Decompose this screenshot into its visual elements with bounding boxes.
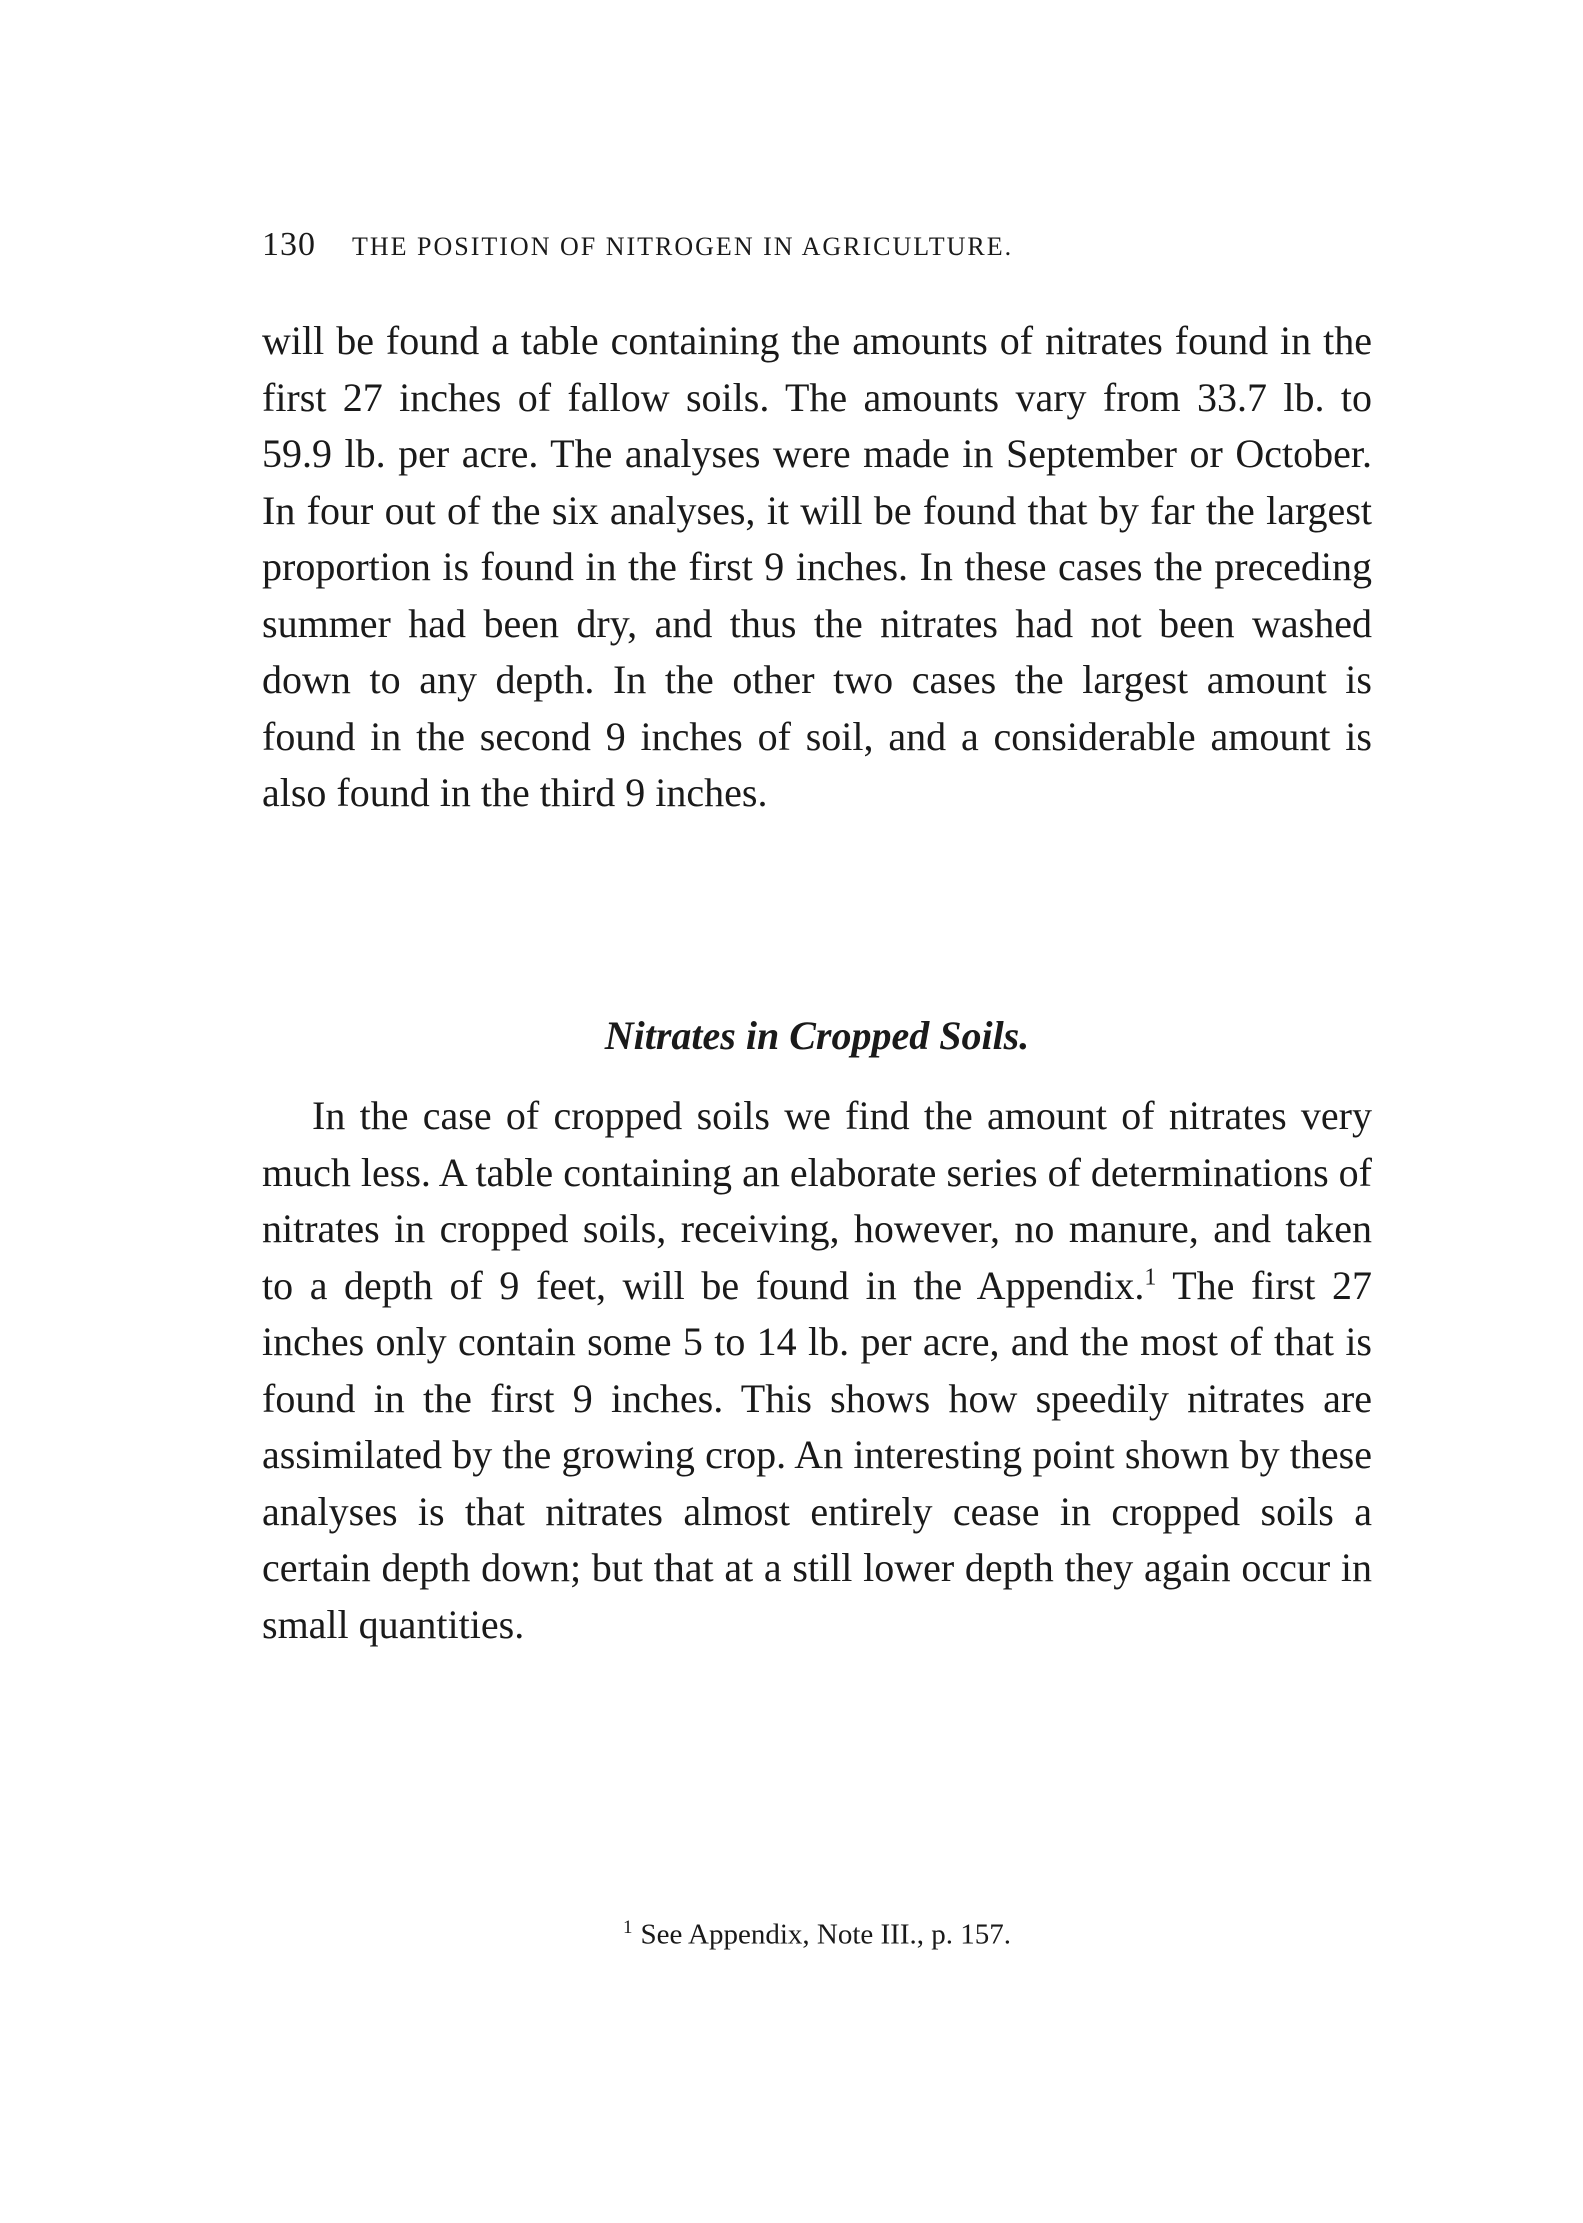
section-heading: Nitrates in Cropped Soils.: [604, 1013, 1030, 1058]
paragraph-fallow-soils: will be found a table containing the amounts of nitrates found in the first 27 inches of fallow soils. The amounts vary from 33.7 lb. to 59.9 lb. per acre. The analyses were made in September or October. In four out of the six analyses, it will be found that by far the largest proportion is found in the first 9 inches. In these cases the preceding summer had been dry, and thus the nitrates had not been washed down to any depth. In the other two cases the largest amount is found in the second 9 inches of soil, and a considerable amount is also found in the third 9 inches.: [262, 318, 1372, 815]
footnote-marker: 1: [623, 1917, 633, 1938]
footnote: [262, 1908, 1372, 1955]
running-head-title: THE POSITION OF NITROGEN IN AGRICULTURE.: [352, 232, 1014, 261]
page-number: 130: [262, 226, 316, 263]
paragraph-text-before-ref: In the case of cropped soils we find the amount of nitrates very much less. A table containing an elaborate series of determinations of nitrates in cropped soils, receiving, however, no manure, and taken to a depth of 9 feet, will be found in the Appendix.: [262, 1093, 1372, 1308]
running-head: [262, 226, 1372, 278]
paragraph-cropped-soils: [262, 1088, 1372, 1653]
footnote-reference: 1: [1144, 1264, 1157, 1291]
footnote-text: See Appendix, Note III., p. 157.: [640, 1918, 1011, 1951]
paragraph-text-after-ref: The first 27 inches only contain some 5 to 14 lb. per acre, and the most of that is found in the first 9 inches. This shows how speedily nitrates are assimilated by the growing crop. An interesting point shown by these analyses is that nitrates almost entirely cease in cropped soils a certain depth down; but that at a still lower depth they again occur in small quantities.: [262, 1262, 1372, 1647]
